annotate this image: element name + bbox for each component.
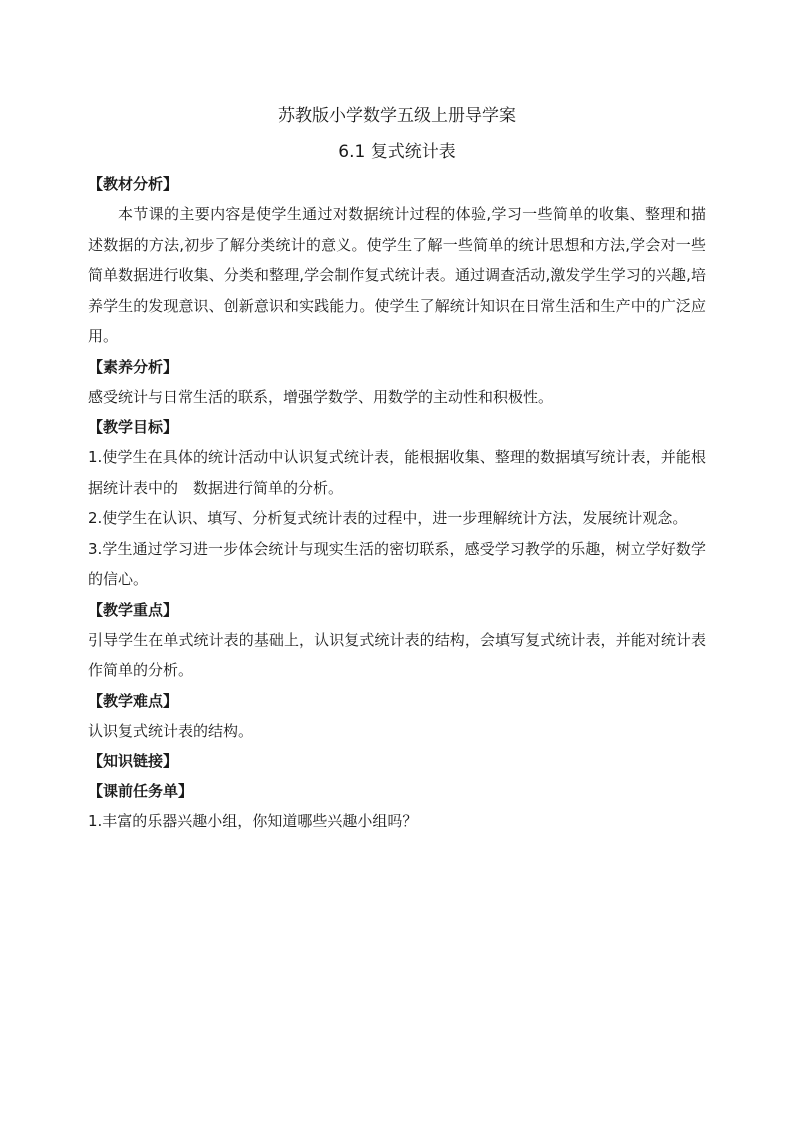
document-title: 苏教版小学数学五级上册导学案 — [278, 106, 516, 126]
section-goals — [88, 412, 706, 595]
section-key-points — [88, 595, 706, 686]
document-subtitle: 6.1 复式统计表 — [338, 142, 456, 162]
section-heading-pretask: 【课前任务单】 — [88, 782, 194, 800]
goal-item-1: 1.使学生在具体的统计活动中认识复式统计表，能根据收集、整理的数据填写统计表，并能根据统计表中的 数据进行简单的分析。 — [88, 448, 706, 497]
section-analysis — [88, 169, 706, 352]
section-heading-difficulties: 【教学难点】 — [88, 691, 179, 710]
section-text-key-points: 引导学生在单式统计表的基础上，认识复式统计表的结构，会填写复式统计表，并能对统计表作简单的分析。 — [88, 630, 706, 679]
section-text-analysis: 本节课的主要内容是使学生通过对数据统计过程的体验,学习一些简单的收集、整理和描述数据的方法,初步了解分类统计的意义。使学生了解一些简单的统计思想和方法,学会对一些简单数据进行收集、分类和整理,学会制作复式统计表。通过调查活动,激发学生学习的兴趣,培养学生的发现意识、创新意识和实践能力。使学生了解统计知识在日常生活和生产中的广泛应用。 — [88, 205, 706, 345]
section-pretask — [88, 776, 706, 837]
section-heading-key-points: 【教学重点】 — [88, 600, 179, 619]
goal-item-2: 2.使学生在认识、填写、分析复式统计表的过程中，进一步理解统计方法，发展统计观念。 — [88, 509, 688, 527]
section-heading-goals: 【教学目标】 — [88, 418, 179, 436]
section-literacy — [88, 352, 706, 413]
section-heading-links: 【知识链接】 — [88, 752, 179, 770]
section-heading-literacy: 【素养分析】 — [88, 357, 179, 376]
pretask-item-1: 1.丰富的乐器兴趣小组，你知道哪些兴趣小组吗？ — [88, 812, 418, 830]
section-heading-analysis: 【教材分析】 — [88, 175, 179, 193]
section-difficulties — [88, 686, 706, 747]
section-links — [88, 746, 706, 776]
section-text-literacy: 感受统计与日常生活的联系，增强学数学、用数学的主动性和积极性。 — [88, 387, 554, 406]
goal-item-3: 3.学生通过学习进一步体会统计与现实生活的密切联系，感受学习教学的乐趣，树立学好数学的信心。 — [88, 539, 706, 588]
section-text-difficulties: 认识复式统计表的结构。 — [88, 721, 254, 740]
